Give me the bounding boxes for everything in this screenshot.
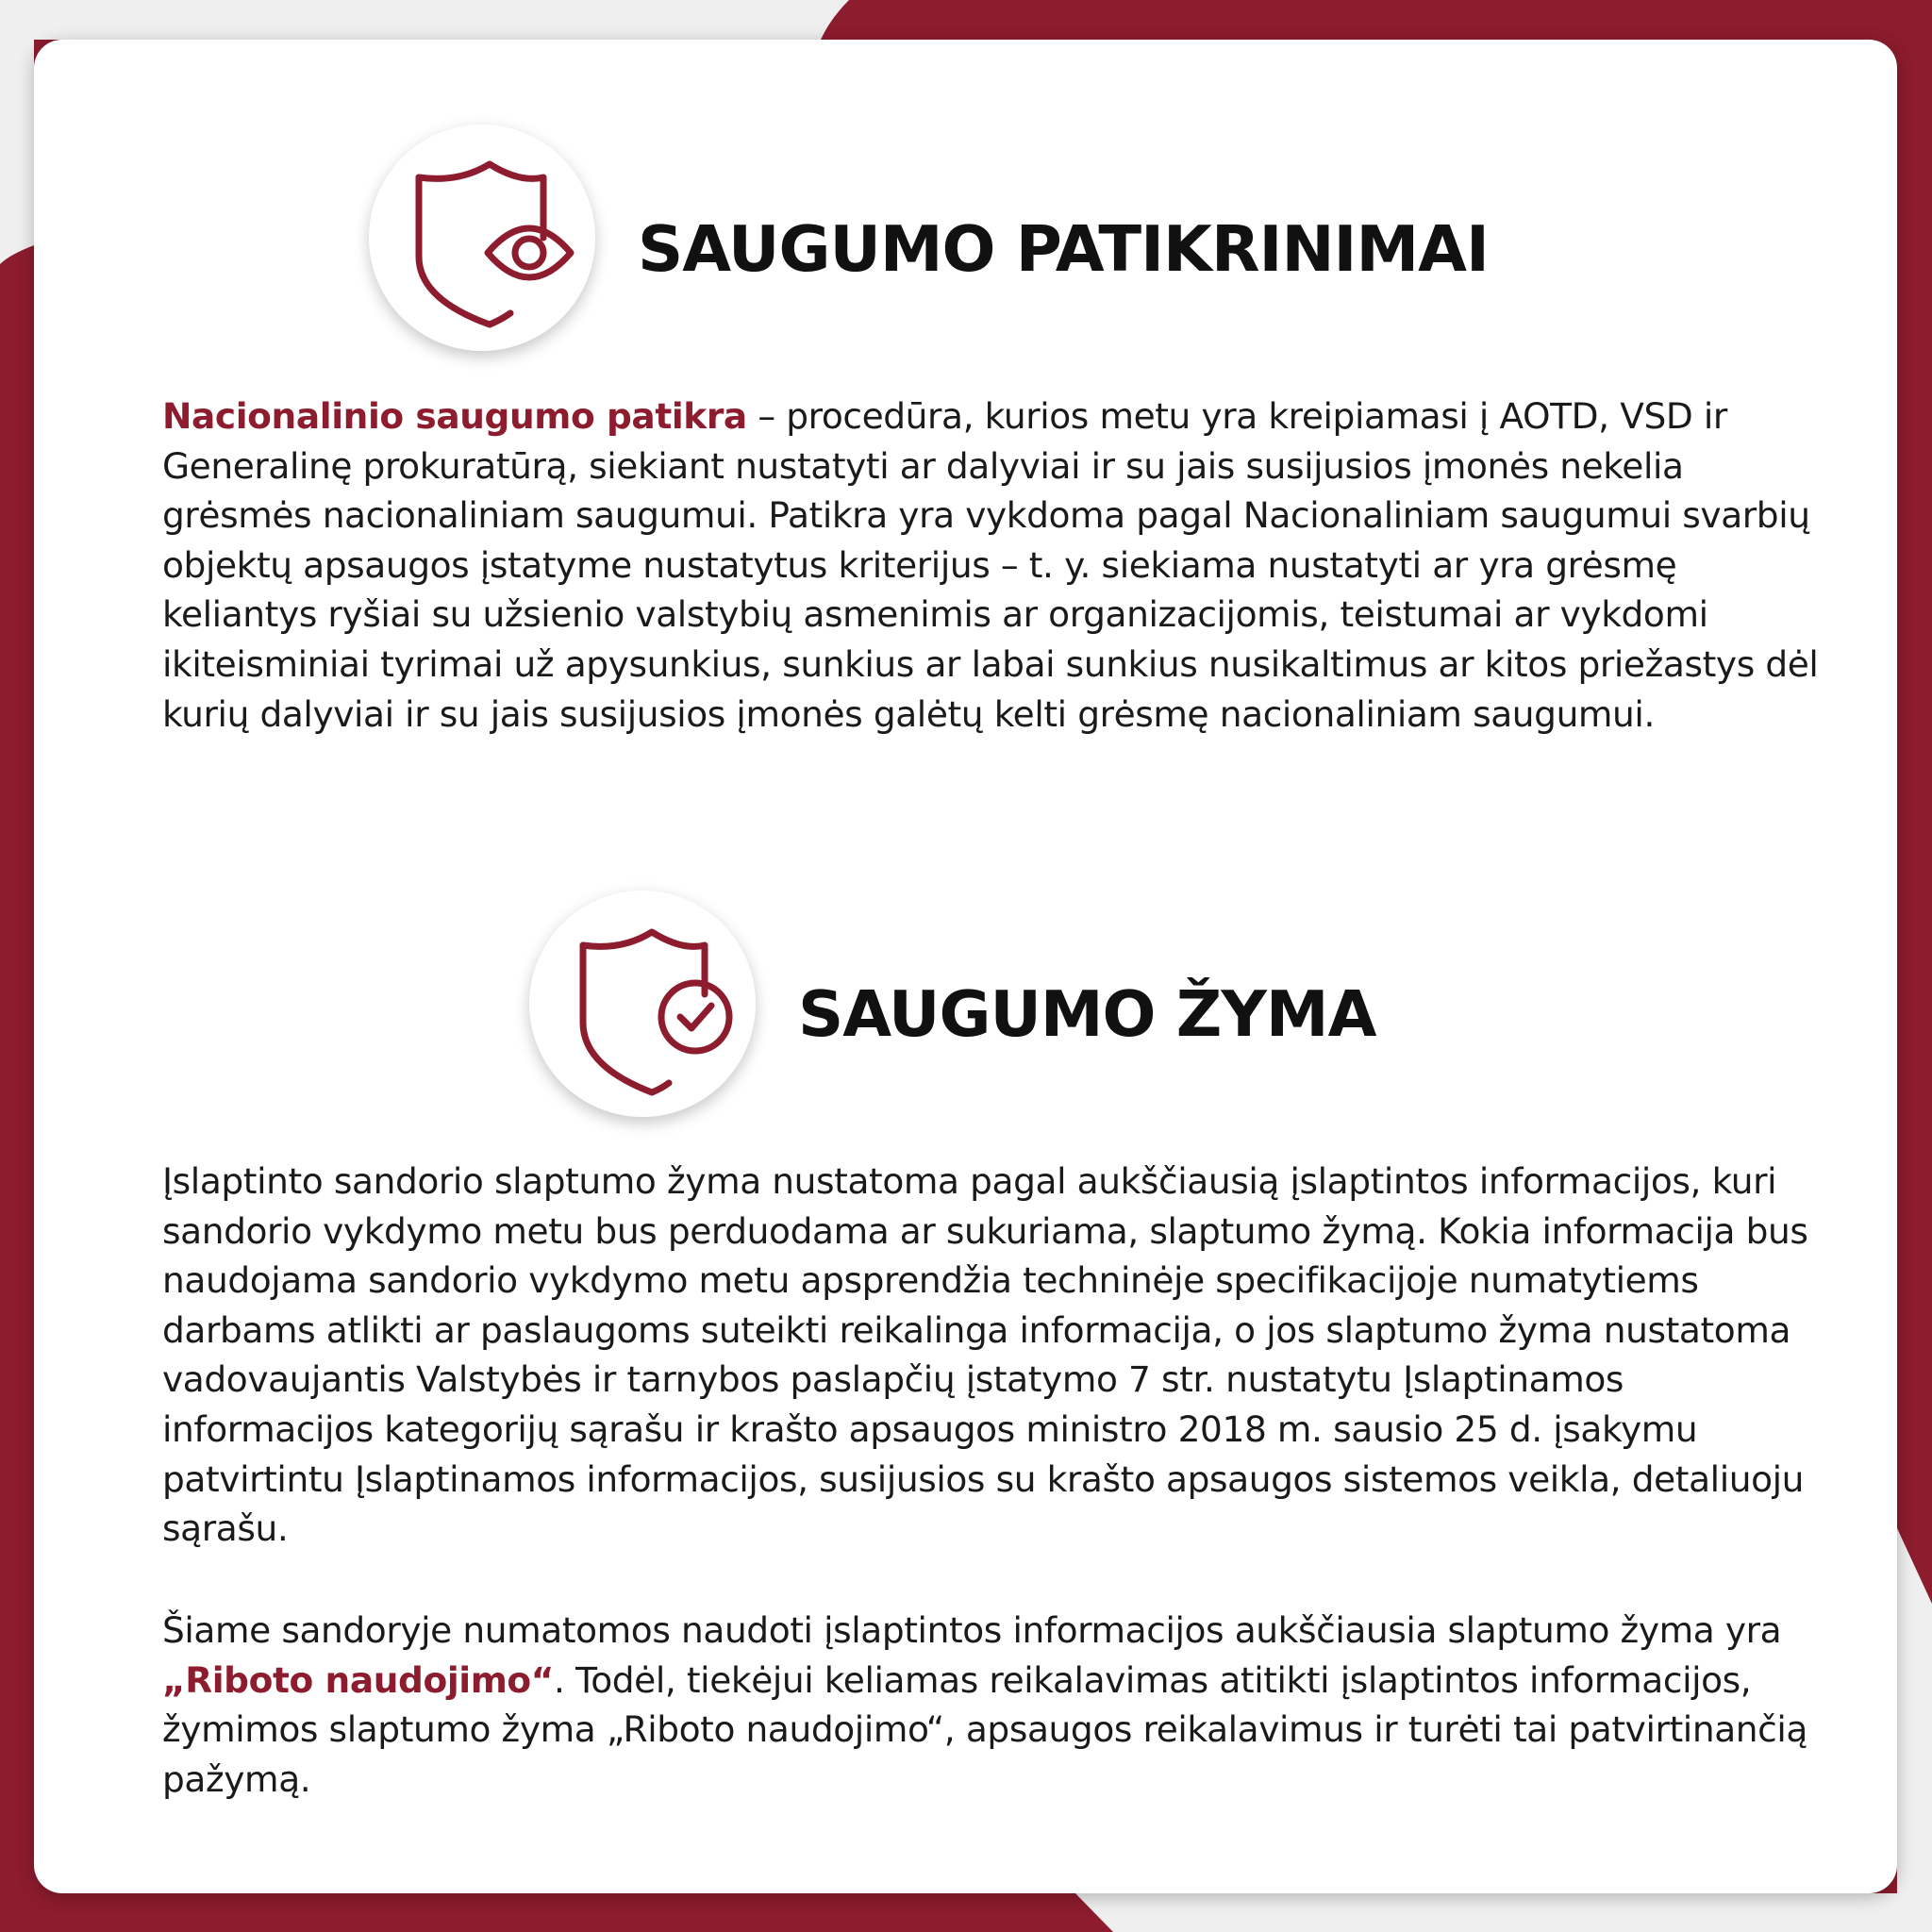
section-title-security-mark: SAUGUMO ŽYMA — [798, 977, 1376, 1051]
section-title-security-checks: SAUGUMO PATIKRINIMAI — [638, 212, 1489, 286]
paragraph-text: . Todėl, tiekėjui keliamas reikalavimas atitikti įslaptintos informacijos, žymimos slaptumo žyma „Riboto naudojimo“, apsaugos reikalavimus ir turėti tai patvirtinančią pažymą. — [162, 1658, 1807, 1800]
security-check-paragraph — [162, 391, 1841, 739]
highlight-term: „Riboto naudojimo“ — [162, 1658, 555, 1701]
security-mark-paragraph-2 — [162, 1606, 1841, 1804]
shield-check-badge — [529, 891, 756, 1117]
paragraph-text: Šiame sandoryje numatomos naudoti įslaptintos informacijos aukščiausia slaptumo žyma yra — [162, 1609, 1782, 1651]
highlight-term: Nacionalinio saugumo patikra — [162, 395, 747, 437]
security-mark-paragraph-1: Įslaptinto sandorio slaptumo žyma nustatoma pagal aukščiausią įslaptintos informacijos, kuri sandorio vykdymo metu bus perduodama ar sukuriama, slaptumo žymą. Kokia informacija bus naudojama sandorio vykdymo metu apsprendžia techninėje specifikacijoje numatytiems darbams atlikti ar paslaugoms suteikti reikalinga informacija, o jos slaptumo žyma nustatoma vadovaujantis Valstybės ir tarnybos paslapčių įstatymo 7 str. nustatytu Įslaptinamos informacijos kategorijų sąrašu ir krašto apsaugos ministro 2018 m. sausio 25 d. įsakymu patvirtintu Įslaptinamos informacijos, susijusios su krašto apsaugos sistemos veikla, detaliuoju sąrašu. — [162, 1160, 1808, 1550]
paragraph-text: – procedūra, kurios metu yra kreipiamasi į AOTD, VSD ir Generalinę prokuratūrą, siekiant nustatyti ar dalyviai ir su jais susijusios įmonės nekelia grėsmės nacionaliniam saugumui. Patikra yra vykdoma pagal Nacionaliniam saugumui svarbių objektų apsaugos įstatyme nustatytus kriterijus – t. y. siekiama nustatyti ar yra grėsmę keliantys ryšiai su užsienio valstybių asmenimis ar organizacijomis, teistumai ar vykdomi ikiteisminiai tyrimai už apysunkius, sunkius ar labai sunkius nusikaltimus ar kitos priežastys dėl kurių dalyviai ir su jais susijusios įmonės galėtų kelti grėsmę nacionaliniam saugumui. — [162, 395, 1819, 735]
shield-eye-icon — [369, 125, 595, 351]
shield-check-icon — [529, 891, 756, 1117]
shield-eye-badge — [369, 125, 595, 351]
